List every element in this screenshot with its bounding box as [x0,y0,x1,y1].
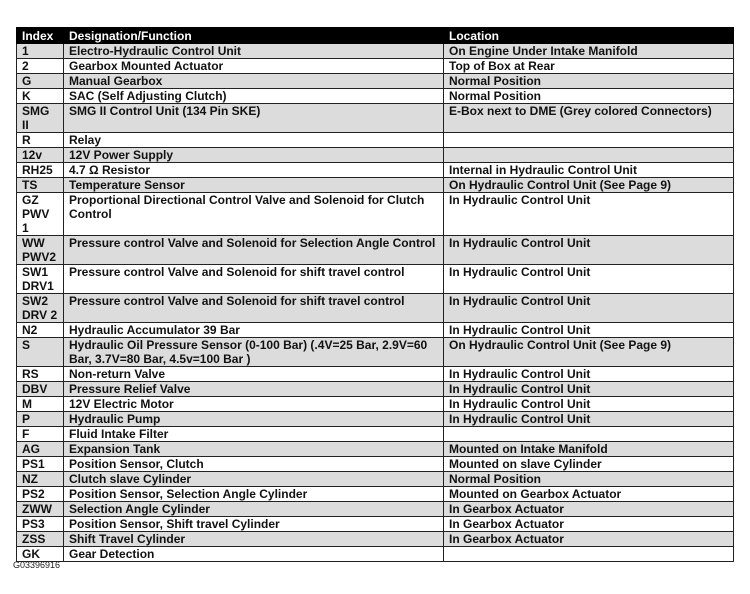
figure-id: G03396916 [13,560,61,570]
cell-designation: Electro-Hydraulic Control Unit [64,44,444,59]
header-index: Index [17,28,64,44]
cell-location: Normal Position [444,472,734,487]
cell-designation: Hydraulic Oil Pressure Sensor (0-100 Bar) (.4V=25 Bar, 2.9V=60 Bar, 3.7V=80 Bar, 4.5v=100 Bar ) [64,338,444,367]
table-row [17,148,734,163]
cell-location: In Gearbox Actuator [444,502,734,517]
cell-index: RS [17,367,64,382]
cell-location [444,547,734,562]
cell-location: In Hydraulic Control Unit [444,236,734,265]
cell-index: G [17,74,64,89]
cell-index: PS2 [17,487,64,502]
cell-location [444,133,734,148]
cell-location: In Hydraulic Control Unit [444,323,734,338]
table-row [17,74,734,89]
table-row [17,178,734,193]
cell-designation: Pressure Relief Valve [64,382,444,397]
cell-location: On Hydraulic Control Unit (See Page 9) [444,178,734,193]
cell-designation: 12V Power Supply [64,148,444,163]
table-row [17,547,734,562]
cell-designation: Manual Gearbox [64,74,444,89]
table-row [17,338,734,367]
table-row [17,265,734,294]
cell-location: Top of Box at Rear [444,59,734,74]
cell-location: Normal Position [444,74,734,89]
cell-designation: Proportional Directional Control Valve and Solenoid for Clutch Control [64,193,444,236]
cell-index: DBV [17,382,64,397]
cell-location: Mounted on Gearbox Actuator [444,487,734,502]
table-row [17,397,734,412]
cell-designation: Clutch slave Cylinder [64,472,444,487]
cell-index: SW2 DRV 2 [17,294,64,323]
table-row [17,532,734,547]
table-row [17,104,734,133]
cell-designation: Relay [64,133,444,148]
cell-designation: Temperature Sensor [64,178,444,193]
cell-index: RH25 [17,163,64,178]
cell-location: Mounted on slave Cylinder [444,457,734,472]
cell-index: F [17,427,64,442]
cell-location: In Hydraulic Control Unit [444,294,734,323]
cell-designation: Position Sensor, Selection Angle Cylinder [64,487,444,502]
table-row [17,412,734,427]
cell-location: On Hydraulic Control Unit (See Page 9) [444,338,734,367]
cell-designation: Fluid Intake Filter [64,427,444,442]
cell-designation: Non-return Valve [64,367,444,382]
table-row [17,59,734,74]
table-row [17,44,734,59]
cell-index: SW1 DRV1 [17,265,64,294]
table-row [17,427,734,442]
cell-location: Internal in Hydraulic Control Unit [444,163,734,178]
cell-index: R [17,133,64,148]
cell-location: In Hydraulic Control Unit [444,412,734,427]
cell-location: In Hydraulic Control Unit [444,193,734,236]
table-row [17,163,734,178]
cell-location: In Gearbox Actuator [444,517,734,532]
cell-designation: Gearbox Mounted Actuator [64,59,444,74]
cell-designation: Position Sensor, Shift travel Cylinder [64,517,444,532]
cell-location: In Hydraulic Control Unit [444,397,734,412]
cell-designation: Shift Travel Cylinder [64,532,444,547]
cell-index: WW PWV2 [17,236,64,265]
cell-index: TS [17,178,64,193]
cell-designation: 12V Electric Motor [64,397,444,412]
cell-index: K [17,89,64,104]
cell-index: AG [17,442,64,457]
cell-designation: Pressure control Valve and Solenoid for shift travel control [64,294,444,323]
table-header-row [17,28,734,44]
cell-index: GK [17,547,64,562]
table-row [17,236,734,265]
cell-location: Mounted on Intake Manifold [444,442,734,457]
header-designation: Designation/Function [64,28,444,44]
table-row [17,323,734,338]
cell-index: NZ [17,472,64,487]
table-row [17,457,734,472]
cell-designation: Expansion Tank [64,442,444,457]
component-table [16,27,734,562]
cell-index: 12v [17,148,64,163]
cell-designation: Selection Angle Cylinder [64,502,444,517]
cell-designation: Position Sensor, Clutch [64,457,444,472]
table-row [17,193,734,236]
cell-designation: Pressure control Valve and Solenoid for shift travel control [64,265,444,294]
cell-designation: Gear Detection [64,547,444,562]
table-row [17,487,734,502]
cell-location [444,148,734,163]
cell-index: SMG II [17,104,64,133]
cell-location: In Hydraulic Control Unit [444,367,734,382]
table-row [17,502,734,517]
cell-location: In Hydraulic Control Unit [444,382,734,397]
cell-designation: 4.7 Ω Resistor [64,163,444,178]
cell-designation: SMG II Control Unit (134 Pin SKE) [64,104,444,133]
table-row [17,517,734,532]
cell-index: P [17,412,64,427]
table-row [17,472,734,487]
cell-index: 1 [17,44,64,59]
cell-index: 2 [17,59,64,74]
cell-location: On Engine Under Intake Manifold [444,44,734,59]
table-row [17,367,734,382]
cell-location: Normal Position [444,89,734,104]
table-body [17,44,734,562]
cell-location: E-Box next to DME (Grey colored Connectors) [444,104,734,133]
cell-index: PS3 [17,517,64,532]
cell-index: ZSS [17,532,64,547]
cell-index: S [17,338,64,367]
cell-index: ZWW [17,502,64,517]
table-row [17,442,734,457]
table-row [17,382,734,397]
table-row [17,294,734,323]
cell-index: GZ PWV 1 [17,193,64,236]
header-location: Location [444,28,734,44]
cell-designation: Pressure control Valve and Solenoid for Selection Angle Control [64,236,444,265]
cell-designation: Hydraulic Accumulator 39 Bar [64,323,444,338]
cell-location [444,427,734,442]
cell-location: In Hydraulic Control Unit [444,265,734,294]
cell-designation: Hydraulic Pump [64,412,444,427]
cell-location: In Gearbox Actuator [444,532,734,547]
cell-index: N2 [17,323,64,338]
table-row [17,89,734,104]
cell-designation: SAC (Self Adjusting Clutch) [64,89,444,104]
cell-index: M [17,397,64,412]
table-row [17,133,734,148]
cell-index: PS1 [17,457,64,472]
